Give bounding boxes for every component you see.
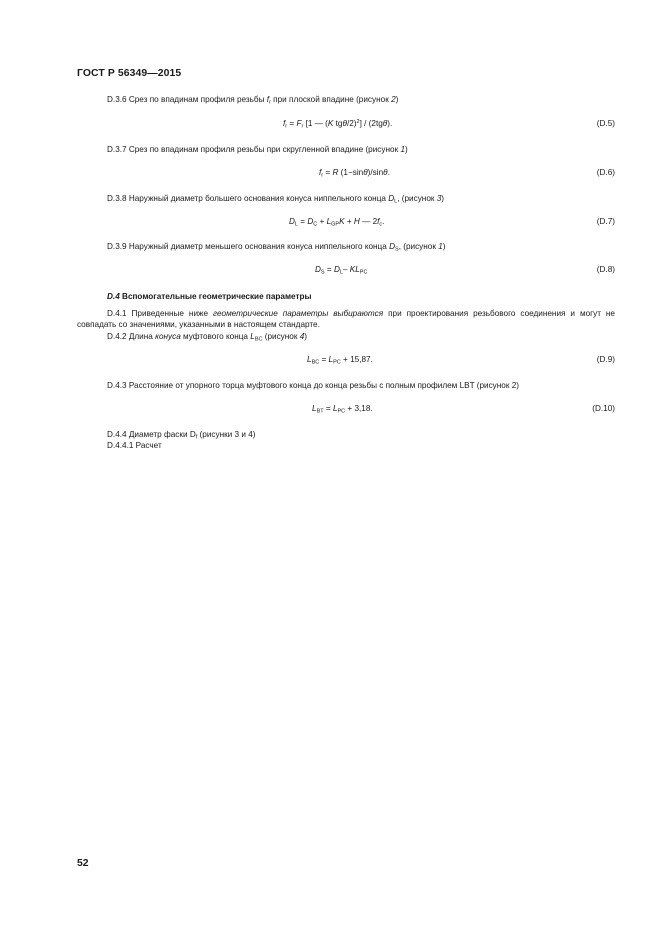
formula: $D_L = D_C + L_{GP}K + H$ — $2f_c$.	[289, 217, 385, 228]
equation-number: (D.10)	[592, 404, 615, 413]
page-header: ГОСТ Р 56349—2015	[77, 68, 182, 79]
paragraph-d-3-8: D.3.8 Наружный диаметр большего основания конуса ниппельного конца $D_L$, (рисунок 3)	[107, 194, 445, 205]
paragraph-d-4-2: D.4.2 Длина конуса муфтового конца $L_{BC}$ (рисунок 4)	[107, 332, 307, 343]
equation-d-5	[77, 118, 615, 130]
page-number: 52	[77, 858, 89, 869]
equation-d-9	[77, 354, 615, 366]
equation-d-10	[77, 403, 615, 415]
formula: $L_{BC} = L_{PC} + 15,87$.	[307, 355, 373, 366]
paragraph-d-4-1: D.4.1 Приведенные ниже геометрические параметры выбираются при проектирования резьбового соединения и могут не совпадать со значениями, указанными в настоящем стандарте.	[77, 309, 615, 329]
paragraph-d-4-3: D.4.3 Расстояние от упорного торца муфтового конца до конца резьбы с полным профилем LBT (рисунок 2)	[107, 381, 519, 390]
equation-number: (D.5)	[596, 119, 615, 128]
formula: $f_r = R$ (1−sinθ)/sinθ.	[319, 168, 390, 179]
equation-number: (D.8)	[596, 265, 615, 274]
equation-d-8	[77, 264, 615, 276]
equation-d-6	[77, 167, 615, 179]
paragraph-d-4-4-1: D.4.4.1 Расчет	[107, 441, 162, 450]
equation-number: (D.7)	[596, 217, 615, 226]
paragraph-d-3-7: D.3.7 Срез по впадинам профиля резьбы при скругленной впадине (рисунок 1)	[107, 145, 408, 154]
paragraph-d-4-4: D.4.4 Диаметр фаски $D_f$ (рисунки 3 и 4)	[107, 430, 256, 441]
paragraph-d-3-9: D.3.9 Наружный диаметр меньшего основания конуса ниппельного конца $D_S$, (рисунок 1)	[107, 242, 446, 253]
formula: $L_{BT} = L_{PC} + 3,18$.	[312, 404, 373, 415]
section-heading-d-4: D.4 Вспомогательные геометрические параметры	[107, 292, 312, 301]
formula: $D_S = D_L-$ $KL_{PC}$	[315, 265, 368, 276]
formula: $f_r = F_r$ [1 — (K tgθ/2)$^2$] / (2tgθ).	[283, 119, 393, 130]
equation-d-7	[77, 216, 615, 228]
equation-number: (D.9)	[596, 355, 615, 364]
paragraph-d-3-6: D.3.6 Срез по впадинам профиля резьбы $f_r$ при плоской впадине (рисунок 2)	[107, 95, 399, 106]
equation-number: (D.6)	[596, 168, 615, 177]
